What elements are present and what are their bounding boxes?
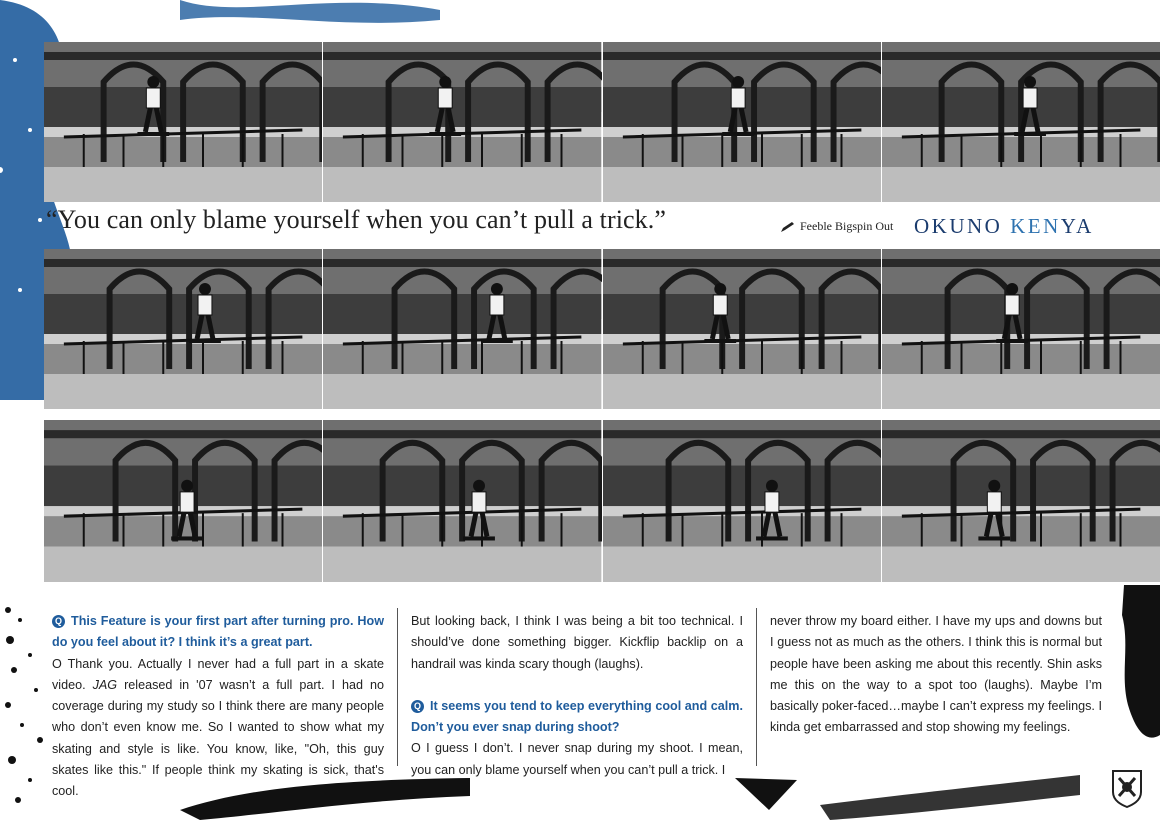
sequence-frame [603, 249, 882, 409]
interview-column-1 [52, 611, 384, 803]
answer-2-part-2: never throw my board either. I have my ups and downs but I guess not as much as the others. I think this is normal but people have been asking me about this recently. Shin asks me this on the way to a spot too (laughs). Maybe I’m basically poker-faced…maybe I can’t express my feelings. I kinda get embarrassed and stop showing my feelings. [770, 614, 1102, 735]
photo-sequence-row-2 [44, 249, 1160, 409]
question-2: Q It seems you tend to keep everything cool and calm. Don’t you ever snap during shoot? [411, 698, 743, 735]
skate-photo-frame [882, 249, 1160, 409]
pencil-icon [780, 221, 796, 233]
sequence-frame [882, 42, 1160, 202]
sequence-frame [882, 420, 1160, 582]
skate-photo-frame [603, 42, 881, 202]
blue-ink-stroke [180, 0, 440, 30]
skate-photo-frame [323, 249, 601, 409]
skate-photo-frame [882, 42, 1160, 202]
interview-column-2 [411, 611, 743, 781]
black-ink-texture-bottom-right [820, 775, 1080, 820]
sequence-frame [603, 420, 882, 582]
sequence-frame [882, 249, 1160, 409]
interview-column-3 [770, 611, 1102, 739]
skate-photo-frame [44, 42, 322, 202]
skate-photo-frame [603, 249, 881, 409]
answer-1-part-1: O Thank you. Actually I never had a full part in a skate video. JAG released in '07 wasn’t a full part. I had no coverage during my study so I think there are many people who don’t even know me. So I wanted to show what my skating and style is like. You know, like, "Oh, this guy skates like this." If people think my skating is sick, that's cool. [52, 656, 384, 799]
skate-photo-frame [323, 420, 601, 582]
sequence-frame [44, 249, 323, 409]
sequence-frame [44, 42, 323, 202]
column-divider [756, 608, 757, 766]
photo-sequence-row-3 [44, 420, 1160, 582]
rider-name: OKUNO KENYA [914, 214, 1094, 238]
photo-sequence-row-1 [44, 42, 1160, 202]
black-ink-block-right [1114, 585, 1160, 755]
skate-photo-frame [882, 420, 1160, 582]
trick-name: Feeble Bigspin Out [800, 219, 894, 233]
pull-quote: “You can only blame yourself when you can’t pull a trick.” [46, 205, 667, 234]
question-icon: Q [52, 615, 65, 628]
skate-photo-frame [323, 42, 601, 202]
black-ink-texture-left [0, 600, 60, 820]
black-ink-triangle [735, 778, 797, 810]
question-icon: Q [411, 700, 424, 713]
column-divider [397, 608, 398, 766]
skate-photo-frame [44, 249, 322, 409]
skate-photo-frame [603, 420, 881, 582]
sequence-frame [323, 420, 602, 582]
question-1: Q This Feature is your first part after turning pro. How do you feel about it? I think it’s a great part. [52, 614, 384, 650]
logo-emblem [1110, 768, 1144, 808]
sequence-frame [603, 42, 882, 202]
sequence-frame [44, 420, 323, 582]
skate-photo-frame [44, 420, 322, 582]
answer-1-part-2: But looking back, I think I was being a bit too technical. I should’ve done something bigger. Kickflip backlip on a handrail was kinda scary though (laughs). [411, 614, 743, 671]
sequence-frame [323, 42, 602, 202]
sequence-frame [323, 249, 602, 409]
answer-2-part-1: O I guess I don’t. I never snap during my shoot. I mean, you can only blame yourself when you can’t pull a trick. I [411, 741, 743, 777]
trick-caption [780, 219, 893, 234]
